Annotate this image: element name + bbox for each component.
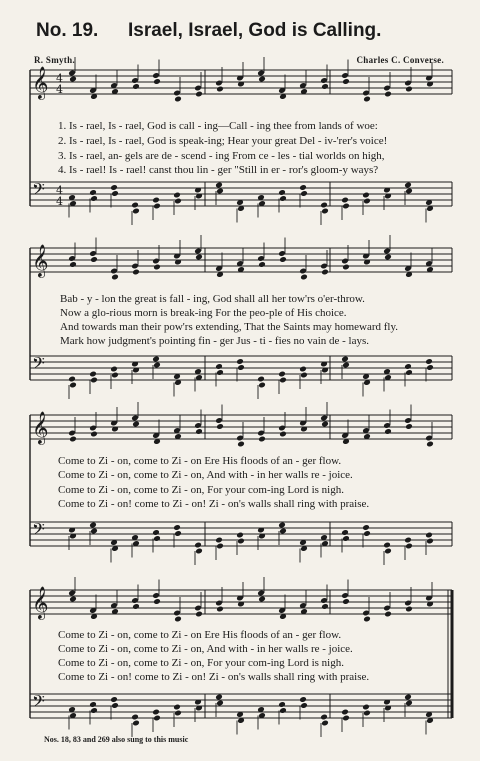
lyric-line: Come to Zi - on, come to Zi - on, And with - in her walls re - joice. <box>58 643 353 655</box>
svg-text:𝄢: 𝄢 <box>32 179 45 203</box>
lyric-line: Mark how judgment's pointing fin - ger Jus - ti - fies no vain de - lays. <box>60 335 370 347</box>
svg-text:4: 4 <box>56 195 63 208</box>
lyric-line: 1. Is - rael, Is - rael, God is call - ing—Call - ing thee from lands of woe: <box>58 120 378 132</box>
lyric-line: Come to Zi - on, come to Zi - on, For your com-ing Lord is nigh. <box>58 484 344 496</box>
lyric-line: Bab - y - lon the great is fall - ing, God shall all her tow'rs o'er-throw. <box>60 293 365 305</box>
svg-text:𝄞: 𝄞 <box>32 66 49 99</box>
credit-music: Charles C. Converse. <box>356 55 444 65</box>
svg-text:𝄞: 𝄞 <box>32 411 49 444</box>
svg-text:4: 4 <box>56 83 63 96</box>
lyric-line: 2. Is - rael, Is - rael, God is speak-ing; Hear your great Del - iv-'rer's voice! <box>58 135 388 147</box>
lyric-line: 4. Is - rael! Is - rael! canst thou lin - ger "Still in er - ror's gloom-y ways? <box>58 164 379 176</box>
credit-words: R. Smyth. <box>34 55 75 65</box>
lyric-line: Come to Zi - on, come to Zi - on, And with - in her walls re - joice. <box>58 469 353 481</box>
svg-text:4: 4 <box>56 72 63 85</box>
lyric-line: And towards man their pow'rs extending, That the Saints may homeward fly. <box>60 321 399 333</box>
lyric-line: Come to Zi - on! come to Zi - on! Zi - on's walls shall ring with praise. <box>58 498 370 510</box>
hymn-number: No. 19. <box>36 20 99 41</box>
lyric-line: Come to Zi - on, come to Zi - on Ere His floods of an - ger flow. <box>58 629 342 641</box>
svg-text:𝄢: 𝄢 <box>32 353 45 377</box>
footnote: Nos. 18, 83 and 269 also sung to this music <box>44 735 189 744</box>
lyric-line: Come to Zi - on, come to Zi - on, For your com-ing Lord is nigh. <box>58 657 344 669</box>
lyric-line: Come to Zi - on, come to Zi - on Ere His floods of an - ger flow. <box>58 455 342 467</box>
svg-text:𝄢: 𝄢 <box>32 519 45 543</box>
lyric-line: 3. Is - rael, an- gels are de - scend - ing From ce - les - tial worlds on high, <box>58 150 385 162</box>
svg-text:4: 4 <box>56 184 63 197</box>
svg-text:𝄢: 𝄢 <box>32 691 45 715</box>
hymn-title: Israel, Israel, God is Calling. <box>128 20 382 41</box>
svg-text:𝄞: 𝄞 <box>32 586 49 619</box>
lyric-line: Come to Zi - on! come to Zi - on! Zi - on's walls shall ring with praise. <box>58 671 370 683</box>
svg-text:𝄞: 𝄞 <box>32 244 49 277</box>
lyric-line: Now a glo-rious morn is break-ing For the peo-ple of His choice. <box>60 307 347 319</box>
